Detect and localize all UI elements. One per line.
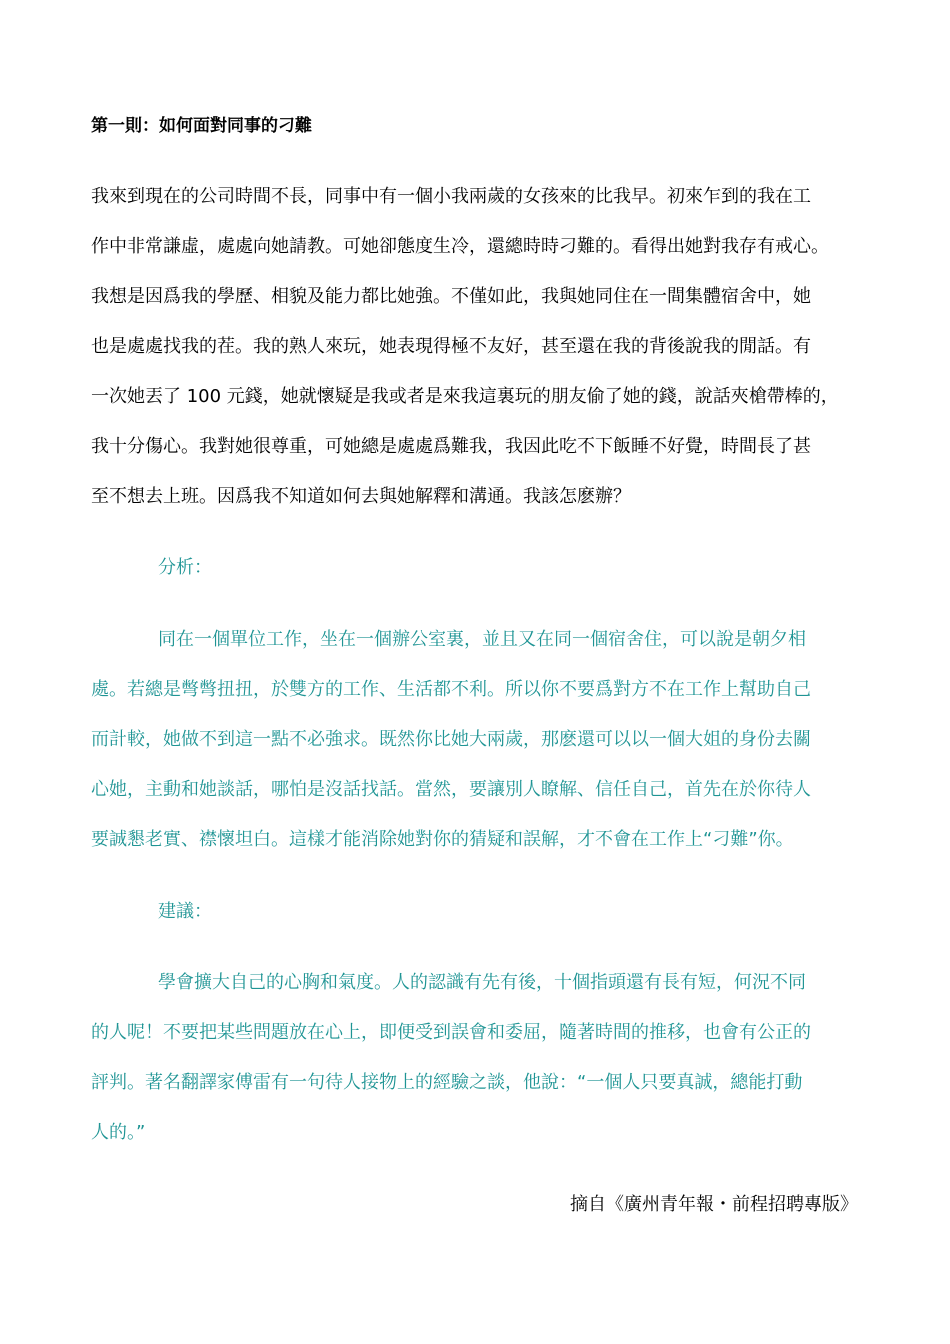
article-source: 摘自《廣州青年報・前程招聘專版》 (570, 1194, 858, 1215)
question-line: 我十分傷心。我對她很尊重，可她總是處處爲難我，我因此吃不下飯睡不好覺，時間長了甚 (91, 436, 811, 457)
question-line: 一次她丟了 100 元錢，她就懷疑是我或者是來我這裏玩的朋友偷了她的錢，說話夾槍帶棒的， (91, 386, 839, 407)
question-line: 作中非常謙虛，處處向她請教。可她卻態度生冷，還總時時刁難的。看得出她對我存有戒心。 (91, 236, 829, 257)
advice-heading: 建議： (158, 901, 212, 922)
analysis-line: 處。若總是彆彆扭扭，於雙方的工作、生活都不利。所以你不要爲對方不在工作上幫助自己 (91, 679, 811, 700)
analysis-heading: 分析： (158, 557, 212, 578)
analysis-line: 而計較，她做不到這一點不必強求。既然你比她大兩歲，那麽還可以以一個大姐的身份去關 (91, 729, 811, 750)
question-line: 也是處處找我的茬。我的熟人來玩，她表現得極不友好，甚至還在我的背後說我的閒話。有 (91, 336, 811, 357)
advice-line: 評判。著名翻譯家傅雷有一句待人接物上的經驗之談，他說：“一個人只要真誠，總能打動 (91, 1072, 803, 1093)
advice-line: 人的。” (91, 1122, 146, 1143)
analysis-line: 同在一個單位工作，坐在一個辦公室裏，並且又在同一個宿舍住，可以說是朝夕相 (158, 629, 806, 650)
question-line: 至不想去上班。因爲我不知道如何去與她解釋和溝通。我該怎麽辦？ (91, 486, 631, 507)
advice-line: 的人呢！不要把某些問題放在心上，即便受到誤會和委屈，隨著時間的推移，也會有公正的 (91, 1022, 811, 1043)
article-title: 第一則：如何面對同事的刁難 (91, 116, 312, 136)
analysis-line: 心她，主動和她談話，哪怕是沒話找話。當然，要讓別人瞭解、信任自己，首先在於你待人 (91, 779, 811, 800)
analysis-line: 要誠懇老實、襟懷坦白。這樣才能消除她對你的猜疑和誤解，才不會在工作上“刁難”你。 (91, 829, 794, 850)
question-line: 我來到現在的公司時間不長，同事中有一個小我兩歲的女孩來的比我早。初來乍到的我在工 (91, 186, 811, 207)
question-line: 我想是因爲我的學歷、相貌及能力都比她強。不僅如此，我與她同住在一間集體宿舍中，她 (91, 286, 811, 307)
advice-line: 學會擴大自己的心胸和氣度。人的認識有先有後，十個指頭還有長有短，何況不同 (158, 972, 806, 993)
